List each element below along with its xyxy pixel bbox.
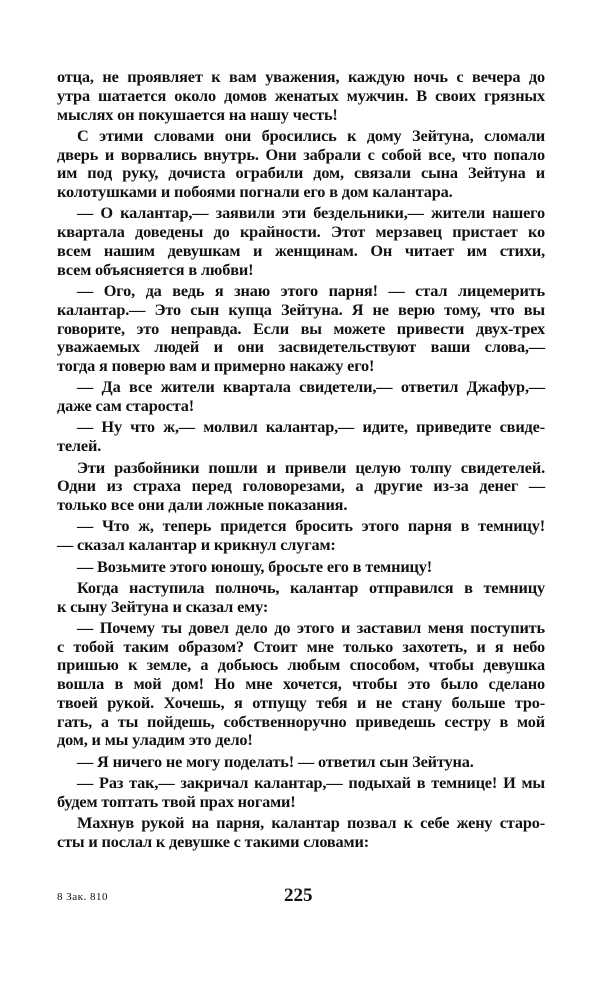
text-line: дом, и мы уладим это дело! xyxy=(57,730,253,750)
paragraph xyxy=(57,459,545,515)
text-line: Эти разбойники пошли и привели целую толпу свидетелей. xyxy=(77,457,545,477)
text-line: — Да все жители квартала свидетели,— ответил Джафур,— xyxy=(77,377,545,397)
text-line: — Ого, да ведь я знаю этого парня! — стал лицемерить xyxy=(77,281,545,301)
text-line: им под руку, дочиста ограбили дом, связали сына Зейтуна и xyxy=(57,163,545,183)
text-line: всем нашим девушкам и женщинам. Он читает им стихи, xyxy=(57,240,545,260)
text-line: Когда наступила полночь, калантар отправился в темницу xyxy=(77,577,545,597)
paragraph xyxy=(57,558,545,577)
text-line: мыслях он покушается на нашу честь! xyxy=(57,104,338,124)
text-line: твоей рукой. Хочешь, я отпущу тебя и не стану больше тро- xyxy=(57,692,545,712)
text-line: только все они дали ложные показания. xyxy=(57,495,348,515)
text-line: квартала доведены до крайности. Этот мерзавец пристает ко xyxy=(57,222,545,242)
printer-signature: 8 Зак. 810 xyxy=(57,891,108,903)
text-line: — сказал калантар и крикнул слугам: xyxy=(57,535,336,555)
paragraph xyxy=(57,814,545,852)
text-line: — Возьмите этого юношу, бросьте его в темницу! xyxy=(77,556,433,576)
text-line: говорите, это неправда. Если вы можете привести двух-трех xyxy=(57,318,545,338)
text-line: — Почему ты довел дело до этого и заставил меня поступить xyxy=(77,617,545,637)
text-line: к сыну Зейтуна и сказал ему: xyxy=(57,596,269,616)
page-body-text xyxy=(57,68,545,852)
text-line: тогда я поверю вам и примерно накажу его! xyxy=(57,356,375,376)
text-line: даже сам староста! xyxy=(57,396,195,416)
text-line: колотушками и побоями погнали его в дом калантара. xyxy=(57,182,453,202)
text-line: — О калантар,— заявили эти бездельники,— жители нашего xyxy=(77,203,545,223)
paragraph xyxy=(57,68,545,124)
text-line: уважаемых людей и они засвидетельствуют ваши слова,— xyxy=(57,337,545,357)
page-number: 225 xyxy=(284,885,313,906)
text-line: — Ну что ж,— молвил калантар,— идите, приведите свиде- xyxy=(77,417,545,437)
paragraph xyxy=(57,418,545,456)
paragraph xyxy=(57,753,545,772)
text-line: гать, а ты пойдешь, собственноручно приведешь сестру в мой xyxy=(57,711,545,731)
text-line: С этими словами они бросились к дому Зейтуна, сломали xyxy=(77,125,545,145)
text-line: — Я ничего не могу поделать! — ответил сын Зейтуна. xyxy=(77,751,474,771)
text-line: Махнув рукой на парня, калантар позвал к себе жену старо- xyxy=(77,813,545,833)
paragraph xyxy=(57,127,545,202)
text-line: будем топтать твой прах ногами! xyxy=(57,791,296,811)
paragraph xyxy=(57,204,545,279)
text-line: калантар.— Это сын купца Зейтуна. Я не верю тому, что вы xyxy=(57,299,545,319)
text-line: пришью к земле, а добьюсь любым способом, чтобы девушка xyxy=(57,655,545,675)
text-line: утра шатается около домов женатых мужчин. В своих грязных xyxy=(57,85,545,105)
text-line: вошла в мой дом! Но мне хочется, чтобы это было сделано xyxy=(57,674,545,694)
paragraph xyxy=(57,774,545,812)
text-line: сты и послал к девушке с такими словами: xyxy=(57,831,369,851)
text-line: — Что ж, теперь придется бросить этого парня в темницу! xyxy=(77,516,545,536)
paragraph xyxy=(57,579,545,617)
text-line: с тобой таким образом? Стоит мне только захотеть, и я небо xyxy=(57,636,545,656)
paragraph xyxy=(57,619,545,750)
text-line: отца, не проявляет к вам уважения, каждую ночь с вечера до xyxy=(57,67,545,86)
text-line: Одни из страха перед головорезами, а другие из-за денег — xyxy=(57,476,545,496)
text-line: — Раз так,— закричал калантар,— подыхай в темнице! И мы xyxy=(77,773,545,793)
paragraph xyxy=(57,517,545,555)
paragraph xyxy=(57,378,545,416)
text-line: дверь и ворвались внутрь. Они забрали с собой все, что попало xyxy=(57,144,545,164)
paragraph xyxy=(57,282,545,376)
text-line: всем объясняется в любви! xyxy=(57,259,254,279)
text-line: телей. xyxy=(57,436,102,456)
